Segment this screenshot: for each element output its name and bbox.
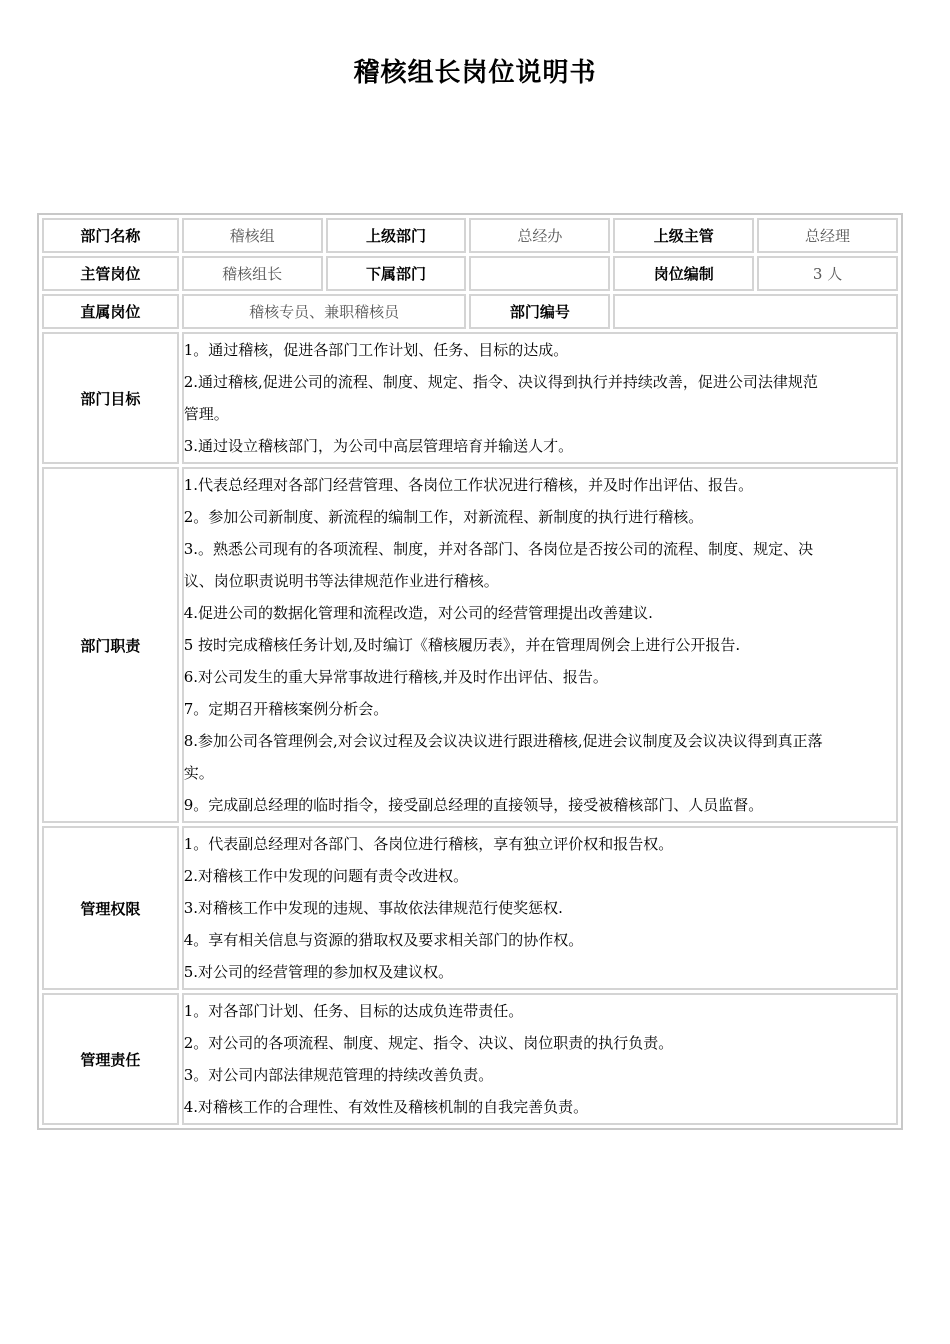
list-item: 实。 [183,764,214,782]
department-code-value [613,294,898,329]
supervisor-label: 上级主管 [613,218,754,253]
parent-department-label: 上级部门 [326,218,467,253]
section-responsibility [42,993,898,1125]
list-item: 2。参加公司新制度、新流程的编制工作，对新流程、新制度的执行进行稽核。 [183,508,704,526]
info-row-2 [42,256,898,291]
section-content [182,993,898,1125]
list-item: 4.对稽核工作的合理性、有效性及稽核机制的自我完善负责。 [183,1098,589,1116]
list-item: 3.通过设立稽核部门，为公司中高层管理培育并输送人才。 [183,437,574,455]
list-item: 7。定期召开稽核案例分析会。 [183,700,389,718]
list-item: 8.参加公司各管理例会,对会议过程及会议决议进行跟进稽核,促进会议制度及会议决议得到真正落 [183,732,823,750]
list-item: 1。通过稽核，促进各部门工作计划、任务、目标的达成。 [183,341,569,359]
direct-reports-value: 稽核专员、兼职稽核员 [182,294,467,329]
list-item: 1.代表总经理对各部门经营管理、各岗位工作状况进行稽核，并及时作出评估、报告。 [183,476,754,494]
section-content [182,826,898,990]
position-value: 稽核组长 [182,256,323,291]
info-row-1 [42,218,898,253]
list-item: 3。对公司内部法律规范管理的持续改善负责。 [183,1066,494,1084]
headcount-label: 岗位编制 [613,256,754,291]
section-label: 部门目标 [42,332,179,464]
list-item: 5 按时完成稽核任务计划,及时编订《稽核履历表》，并在管理周例会上进行公开报告. [183,636,741,654]
list-item: 1。代表副总经理对各部门、各岗位进行稽核，享有独立评价权和报告权。 [183,835,674,853]
section-content [182,332,898,464]
list-item: 2.通过稽核,促进公司的流程、制度、规定、指令、决议得到执行并持续改善，促进公司法律规范 [183,373,818,391]
list-item: 议、岗位职责说明书等法律规范作业进行稽核。 [183,572,499,590]
list-item: 3.对稽核工作中发现的违规、事故依法律规范行使奖惩权. [183,899,563,917]
info-row-3 [42,294,898,329]
section-content [182,467,898,823]
list-item: 1。对各部门计划、任务、目标的达成负连带责任。 [183,1002,524,1020]
department-name-value: 稽核组 [182,218,323,253]
list-item: 9。完成副总经理的临时指令，接受副总经理的直接领导，接受被稽核部门、人员监督。 [183,796,764,814]
department-code-label: 部门编号 [469,294,610,329]
list-item: 2。对公司的各项流程、制度、规定、指令、决议、岗位职责的执行负责。 [183,1034,674,1052]
sub-department-label: 下属部门 [326,256,467,291]
supervisor-value: 总经理 [757,218,898,253]
section-objectives [42,332,898,464]
list-item: 6.对公司发生的重大异常事故进行稽核,并及时作出评估、报告。 [183,668,608,686]
direct-reports-label: 直属岗位 [42,294,179,329]
sub-department-value [469,256,610,291]
headcount-value: 3 人 [757,256,898,291]
list-item: 2.对稽核工作中发现的问题有责令改进权。 [183,867,469,885]
parent-department-value: 总经办 [469,218,610,253]
job-description-table [37,213,903,1130]
page-title: 稽核组长岗位说明书 [353,58,597,88]
section-label: 管理责任 [42,993,179,1125]
department-name-label: 部门名称 [42,218,179,253]
list-item: 3.。熟悉公司现有的各项流程、制度，并对各部门、各岗位是否按公司的流程、制度、规定、决 [183,540,814,558]
list-item: 4。享有相关信息与资源的猎取权及要求相关部门的协作权。 [183,931,584,949]
list-item: 管理。 [183,405,229,423]
list-item: 5.对公司的经营管理的参加权及建议权。 [183,963,454,981]
section-duties [42,467,898,823]
position-label: 主管岗位 [42,256,179,291]
section-label: 部门职责 [42,467,179,823]
section-authority [42,826,898,990]
section-label: 管理权限 [42,826,179,990]
list-item: 4.促进公司的数据化管理和流程改造，对公司的经营管理提出改善建议. [183,604,653,622]
